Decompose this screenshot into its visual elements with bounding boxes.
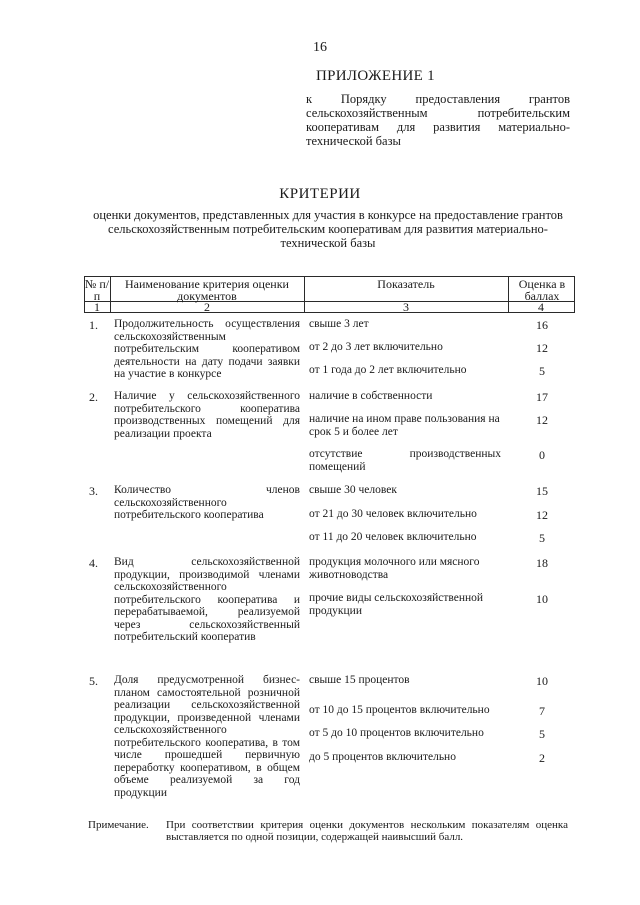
row-index: 4. [89,556,98,570]
appendix-title: ПРИЛОЖЕНИЕ 1 [316,68,435,84]
score-value: 2 [539,751,545,765]
row-index: 2. [89,390,98,404]
row-index: 5. [89,674,98,688]
header-num: № п/п [84,277,110,303]
indicator-text: свыше 30 человек [309,484,397,496]
indicator-text: прочие виды сельскохозяйственной продукции [309,592,484,617]
criteria-subtitle: оценки документов, представленных для участия в конкурсе на предоставление грантов сельскохозяйственным потребительским кооперативам для развития материально-технической базы [93,208,563,250]
row-index: 1. [89,318,98,332]
note-label: Примечание. [88,819,149,831]
score-value: 5 [539,364,545,378]
indicator-text: до 5 процентов включительно [309,751,456,763]
score-value: 15 [536,484,548,498]
score-value: 16 [536,318,548,332]
note-text: При соответствии критерия оценки документов нескольким показателям оценка выставляется по одной позиции, содержащей наивысший балл. [166,819,568,843]
indicator-text: наличие на ином праве пользования на срок 5 и более лет [309,413,500,438]
score-value: 10 [536,674,548,688]
indicator-text: от 10 до 15 процентов включительно [309,704,490,716]
indicator-text: отсутствие производственных помещений [309,448,501,473]
indicator-text: от 2 до 3 лет включительно [309,341,443,353]
score-value: 10 [536,592,548,606]
column-number: 1 [94,300,100,314]
score-value: 18 [536,556,548,570]
score-value: 7 [539,704,545,718]
score-value: 0 [539,448,545,462]
indicator-text: от 11 до 20 человек включительно [309,531,477,543]
header-name: Наименование критерия оценки документов [125,277,289,303]
appendix-body: к Порядку предоставления грантов сельскохозяйственным потребительским кооперативам для развития материально-технической базы [306,92,570,148]
score-value: 5 [539,727,545,741]
criteria-title: КРИТЕРИИ [279,186,361,202]
indicator-text: наличие в собственности [309,390,433,402]
table-col-border [574,276,575,313]
indicator-text: от 5 до 10 процентов включительно [309,727,484,739]
score-value: 12 [536,413,548,427]
criterion-name: Наличие у сельскохозяйственного потребительского кооператива производственных помещений для реализации проекта [114,390,300,440]
indicator-text: свыше 15 процентов [309,674,410,686]
column-number: 4 [538,300,544,314]
indicator-text: продукция молочного или мясного животноводства [309,556,480,581]
score-value: 17 [536,390,548,404]
indicator-text: свыше 3 лет [309,318,369,330]
criterion-name: Продолжительность осуществления сельскохозяйственным потребительским кооперативом деятельности на дату подачи заявки на участие в конкурсе [114,318,300,380]
criterion-name: Вид сельскохозяйственной продукции, производимой членами сельскохозяйственного потребительского кооператива и перерабатываемой, реализуемой через сельскохозяйственный потребительский кооператив [114,556,300,643]
header-indicator: Показатель [377,277,435,291]
indicator-text: от 21 до 30 человек включительно [309,508,477,520]
column-number: 3 [403,300,409,314]
header-score: Оценка в баллах [518,277,566,303]
indicator-text: от 1 года до 2 лет включительно [309,364,467,376]
score-value: 12 [536,341,548,355]
row-index: 3. [89,484,98,498]
column-number: 2 [204,300,210,314]
criterion-name: Доля предусмотренной бизнес-планом самостоятельной розничной реализации сельскохозяйственной продукции, произведенной членами сельскохозяйственного потребительского кооператива, в том числе прошедшей первичную переработку кооперативом, в общем объеме реализуемой за год продукции [114,674,300,799]
score-value: 5 [539,531,545,545]
page-number: 16 [313,40,327,55]
score-value: 12 [536,508,548,522]
criterion-name: Количество членов сельскохозяйственного потребительского кооператива [114,484,300,521]
